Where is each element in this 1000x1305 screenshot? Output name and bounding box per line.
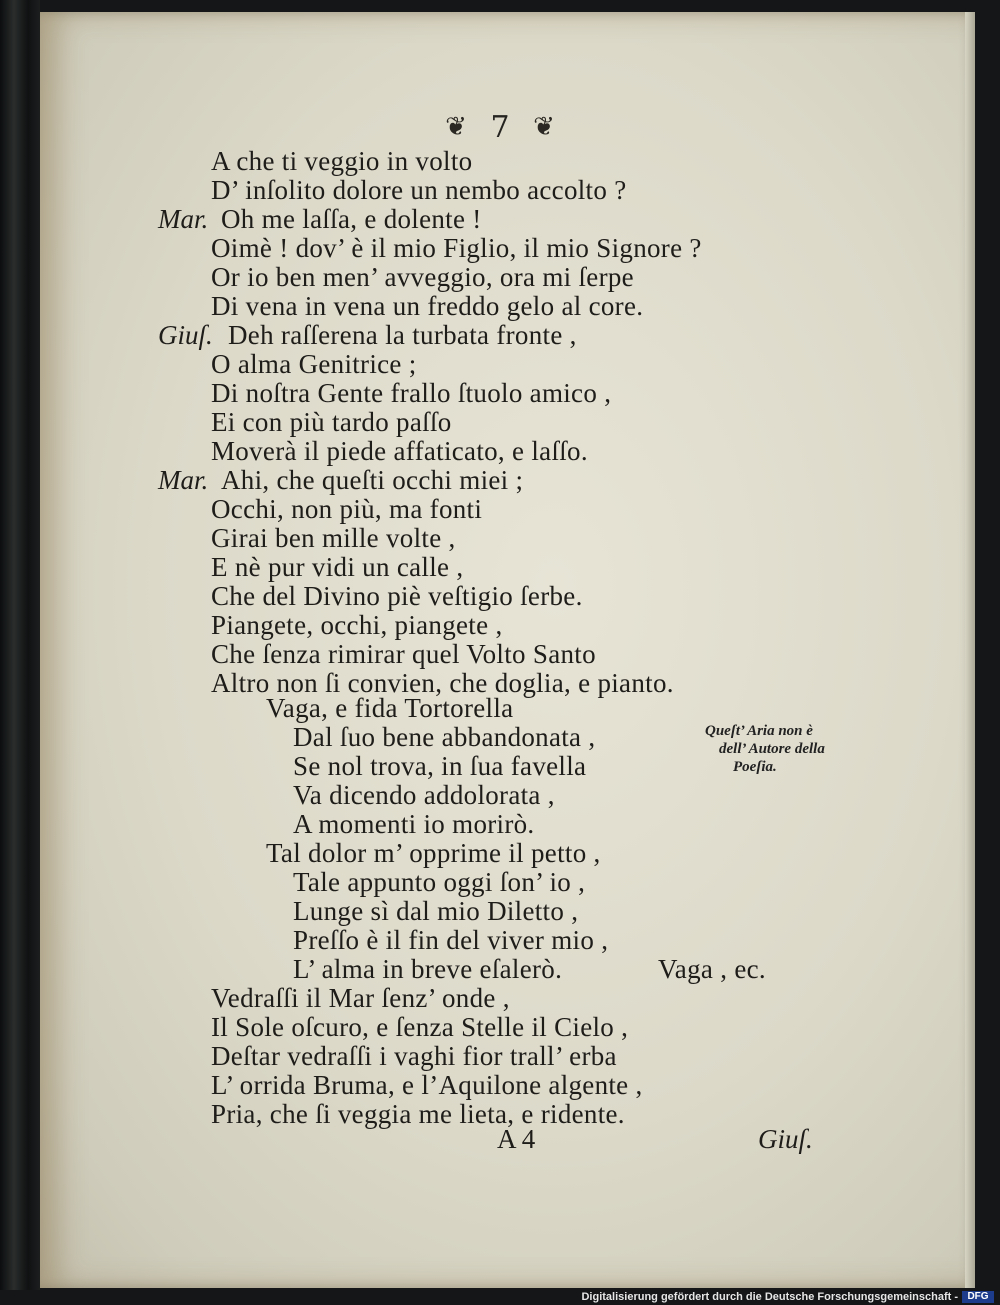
verse-line: Oh me laſſa, e dolente ! <box>221 204 482 234</box>
margin-note <box>705 722 855 776</box>
verse-line: A che ti veggio in volto <box>211 146 473 176</box>
verse-line: Deh raſſerena la turbata fronte , <box>228 320 577 350</box>
aria-line: Preſſo è il fin del viver mio , <box>293 925 609 955</box>
verse-line: Occhi, non più, ma fonti <box>211 494 483 524</box>
verse-line: D’ inſolito dolore un nembo accolto ? <box>211 175 627 205</box>
speaker-label: Mar. <box>158 204 209 234</box>
verse-line: Girai ben mille volte , <box>211 523 456 553</box>
verse-line: Altro non ſi convien, che doglia, e pianto. <box>211 668 674 698</box>
verse-line: Pria, che ſi veggia me lieta, e ridente. <box>211 1099 625 1129</box>
catchword: Giuſ. <box>758 1124 813 1154</box>
margin-note-line: Poeſia. <box>733 759 777 775</box>
verse-line: L’ orrida Bruma, e l’Aquilone algente , <box>211 1070 643 1100</box>
verse-line: Oimè ! dov’ è il mio Figlio, il mio Signore ? <box>211 233 702 263</box>
margin-note-line: Queſt’ Aria non è <box>705 723 813 739</box>
verse-line: Moverà il piede affaticato, e laſſo. <box>211 436 588 466</box>
verse-line: Che del Divino piè veſtigio ſerbe. <box>211 581 583 611</box>
aria-line: Dal ſuo bene abbandonata , <box>293 722 596 752</box>
aria-line: Va dicendo addolorata , <box>293 780 555 810</box>
fleuron-left-icon: ❦ <box>445 112 467 142</box>
verse-line: Di vena in vena un freddo gelo al core. <box>211 291 644 321</box>
margin-note-line: dell’ Autore della <box>719 741 825 757</box>
verse-line: Deſtar vedraſſi i vaghi fior trall’ erba <box>211 1041 617 1071</box>
verse-line: E nè pur vidi un calle , <box>211 552 464 582</box>
aria-line: Se nol trova, in ſua favella <box>293 751 587 781</box>
fleuron-right-icon: ❦ <box>533 112 555 142</box>
aria-refrain: Vaga , ec. <box>658 954 766 984</box>
signature-mark: A 4 <box>497 1124 536 1154</box>
aria-line: A momenti io morirò. <box>293 809 535 839</box>
dfg-logo: DFG <box>962 1291 994 1303</box>
verse-line: Ahi, che queſti occhi miei ; <box>221 465 524 495</box>
footer-credit: Digitalisierung gefördert durch die Deutsche Forschungsgemeinschaft - <box>581 1291 958 1303</box>
aria-line: L’ alma in breve eſalerò. <box>293 954 563 984</box>
aria-line: Tal dolor m’ opprime il petto , <box>266 838 601 868</box>
verse-line: Il Sole oſcuro, e ſenza Stelle il Cielo , <box>211 1012 629 1042</box>
verse-line: O alma Genitrice ; <box>211 349 417 379</box>
aria-line: Tale appunto oggi ſon’ io , <box>293 867 586 897</box>
page-number: 7 <box>490 110 510 145</box>
aria-line: Lunge sì dal mio Diletto , <box>293 896 579 926</box>
verse-line: Vedraſſi il Mar ſenz’ onde , <box>211 983 510 1013</box>
aria-line: Vaga, e fida Tortorella <box>266 693 514 723</box>
speaker-label: Mar. <box>158 465 209 495</box>
verse-line: Ei con più tardo paſſo <box>211 407 452 437</box>
speaker-label: Giuſ. <box>158 320 213 350</box>
verse-line: Di noſtra Gente frallo ſtuolo amico , <box>211 378 612 408</box>
verse-line: Che ſenza rimirar quel Volto Santo <box>211 639 596 669</box>
verse-line: Piangete, occhi, piangete , <box>211 610 503 640</box>
verse-line: Or io ben men’ avveggio, ora mi ſerpe <box>211 262 634 292</box>
